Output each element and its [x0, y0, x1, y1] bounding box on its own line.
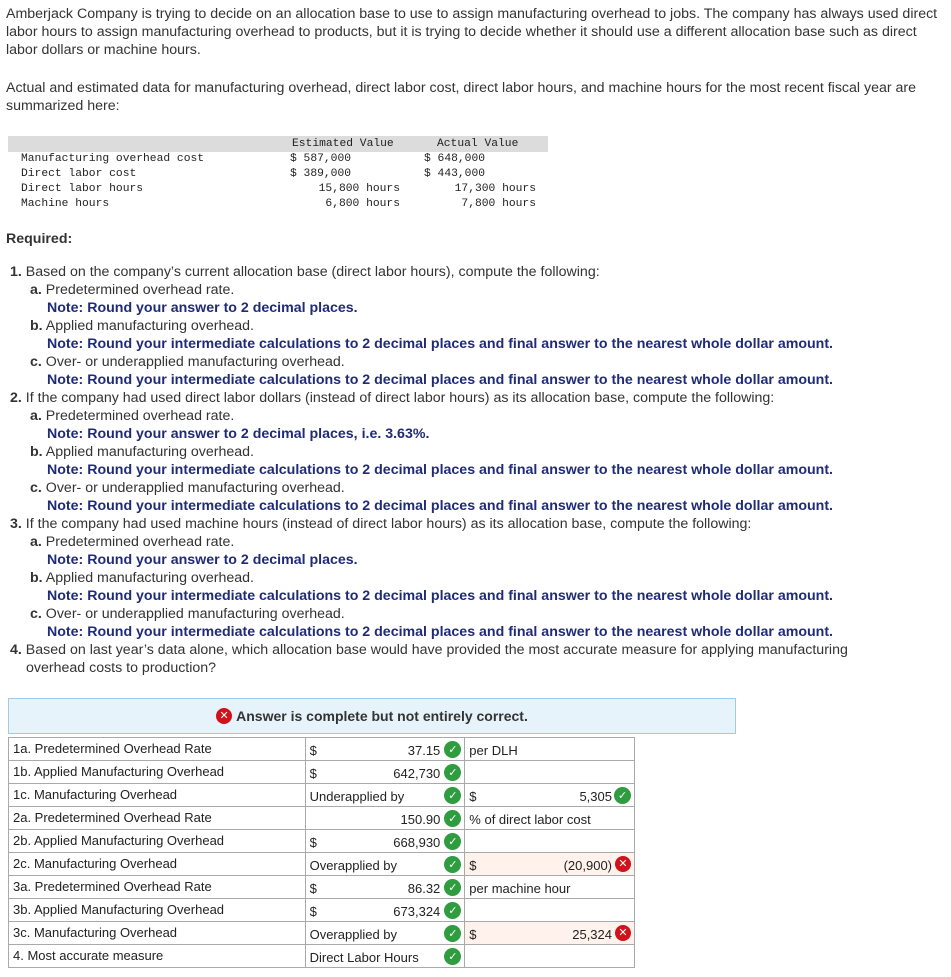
- estimated-cell: 15,800 hours: [318, 183, 400, 195]
- question-number: c.: [30, 606, 42, 622]
- note-2a: Note: Round your answer to 2 decimal places, i.e. 3.63%.: [47, 426, 430, 442]
- question-number: 1.: [10, 264, 22, 280]
- row-label: 2b. Applied Manufacturing Overhead: [9, 830, 306, 853]
- question-4-continued: overhead costs to production?: [26, 660, 217, 676]
- note-1b: Note: Round your intermediate calculations to 2 decimal places and final answer to the nearest whole dollar amount.: [47, 336, 833, 352]
- choice-value: Underapplied by: [309, 789, 405, 804]
- data-table-header: [8, 136, 548, 152]
- answer-value: 5,305: [579, 789, 612, 804]
- table-row: [9, 807, 635, 830]
- question-1a: [30, 281, 234, 299]
- answer-status-text: Answer is complete but not entirely correct.: [236, 708, 528, 724]
- table-row: [9, 761, 635, 784]
- row-label: Direct labor cost: [21, 168, 137, 180]
- dollar-sign: $: [469, 927, 477, 942]
- estimated-cell: $ 389,000: [290, 168, 352, 180]
- table-row: [9, 738, 635, 761]
- empty-cell: [465, 899, 635, 922]
- correct-check-icon: ✓: [444, 810, 461, 827]
- note-2c: Note: Round your intermediate calculations to 2 decimal places and final answer to the nearest whole dollar amount.: [47, 498, 833, 514]
- table-row: [9, 899, 635, 922]
- incorrect-x-icon: ✕: [615, 925, 631, 941]
- unit-cell: [465, 738, 635, 761]
- correct-check-icon: ✓: [444, 856, 461, 873]
- header-actual-value: Actual Value: [437, 138, 519, 150]
- dollar-sign: $: [309, 904, 317, 919]
- note-2b: Note: Round your intermediate calculations to 2 decimal places and final answer to the nearest whole dollar amount.: [47, 462, 833, 478]
- answer-cell[interactable]: [305, 899, 465, 922]
- row-label: 3c. Manufacturing Overhead: [9, 922, 306, 945]
- question-text: Based on last year’s data alone, which allocation base would have provided the most accurate measure for applying manufacturing: [25, 642, 848, 658]
- question-2c: [30, 479, 345, 497]
- question-text: Over- or underapplied manufacturing overhead.: [45, 480, 345, 496]
- answer-status-banner: [8, 698, 736, 734]
- question-number: a.: [30, 408, 42, 424]
- row-label: 2a. Predetermined Overhead Rate: [9, 807, 306, 830]
- unit-cell: [465, 876, 635, 899]
- table-row: [8, 167, 548, 182]
- question-2: [10, 389, 774, 407]
- correct-check-icon: ✓: [444, 787, 461, 804]
- choice-value: Direct Labor Hours: [309, 950, 419, 965]
- unit-label: per machine hour: [469, 881, 571, 896]
- actual-cell: $ 443,000: [424, 168, 486, 180]
- estimated-cell: 6,800 hours: [325, 198, 400, 210]
- question-text: Predetermined overhead rate.: [45, 534, 235, 550]
- empty-cell: [465, 830, 635, 853]
- answer-cell[interactable]: [465, 784, 635, 807]
- note-3b: Note: Round your intermediate calculations to 2 decimal places and final answer to the nearest whole dollar amount.: [47, 588, 833, 604]
- dollar-sign: $: [469, 789, 477, 804]
- row-label: Machine hours: [21, 198, 110, 210]
- answer-cell[interactable]: [305, 761, 465, 784]
- correct-check-icon: ✓: [444, 925, 461, 942]
- table-row: [8, 152, 548, 167]
- answer-value: (20,900): [563, 858, 612, 873]
- dollar-sign: $: [309, 835, 317, 850]
- answer-value: 150.90: [400, 812, 441, 827]
- row-label: 1b. Applied Manufacturing Overhead: [9, 761, 306, 784]
- note-1c: Note: Round your intermediate calculations to 2 decimal places and final answer to the nearest whole dollar amount.: [47, 372, 833, 388]
- choice-dropdown[interactable]: [305, 922, 465, 945]
- question-text: Over- or underapplied manufacturing overhead.: [45, 606, 345, 622]
- question-2a: [30, 407, 234, 425]
- question-1b: [30, 317, 254, 335]
- row-label: Manufacturing overhead cost: [21, 153, 205, 165]
- answer-cell[interactable]: [305, 876, 465, 899]
- dollar-sign: $: [309, 743, 317, 758]
- row-label: 3a. Predetermined Overhead Rate: [9, 876, 306, 899]
- intro-paragraph-2: Actual and estimated data for manufacturing overhead, direct labor cost, direct labor hours, and machine hours for the most recent fiscal year are summarized here:: [6, 80, 917, 114]
- question-text: Applied manufacturing overhead.: [45, 444, 255, 460]
- required-heading: Required:: [6, 231, 73, 247]
- question-text: Based on the company’s current allocation base (direct labor hours), compute the following:: [25, 264, 600, 280]
- table-row: [8, 182, 548, 197]
- note-1a: Note: Round your answer to 2 decimal places.: [47, 300, 358, 316]
- incorrect-x-icon: ✕: [615, 856, 631, 872]
- table-row: [8, 197, 548, 212]
- row-label: 4. Most accurate measure: [9, 945, 306, 968]
- question-text: Applied manufacturing overhead.: [45, 570, 255, 586]
- choice-value: Overapplied by: [309, 858, 398, 873]
- unit-cell: [465, 807, 635, 830]
- answer-value: 37.15: [407, 743, 441, 758]
- question-number: c.: [30, 354, 42, 370]
- row-label: 1a. Predetermined Overhead Rate: [9, 738, 306, 761]
- question-1: [10, 263, 600, 281]
- question-number: b.: [30, 444, 43, 460]
- question-3a: [30, 533, 234, 551]
- question-3c: [30, 605, 345, 623]
- question-4: [10, 641, 848, 659]
- dollar-sign: $: [309, 766, 317, 781]
- choice-dropdown[interactable]: [305, 784, 465, 807]
- question-number: b.: [30, 318, 43, 334]
- question-number: c.: [30, 480, 42, 496]
- row-label: 3b. Applied Manufacturing Overhead: [9, 899, 306, 922]
- question-3b: [30, 569, 254, 587]
- table-row: [9, 922, 635, 945]
- estimated-cell: $ 587,000: [290, 153, 352, 165]
- empty-cell: [465, 945, 635, 968]
- unit-label: per DLH: [469, 743, 518, 758]
- question-number: a.: [30, 282, 42, 298]
- question-number: a.: [30, 534, 42, 550]
- intro-paragraph: Amberjack Company is trying to decide on an allocation base to use to assign manufacturing overhead to jobs. The company has always used direct labor hours to assign manufacturing overhead to products, but it is trying to decide whether it should use a different allocation base such as direct labor dollars or machine hours.: [6, 6, 938, 58]
- table-row: [9, 830, 635, 853]
- answer-value: 673,324: [393, 904, 441, 919]
- table-row: [9, 853, 635, 876]
- question-number: 3.: [10, 516, 22, 532]
- correct-check-icon: ✓: [444, 948, 461, 965]
- answer-cell[interactable]: [465, 853, 635, 876]
- row-label: 1c. Manufacturing Overhead: [9, 784, 306, 807]
- note-3a: Note: Round your answer to 2 decimal places.: [47, 552, 358, 568]
- actual-cell: 7,800 hours: [461, 198, 536, 210]
- row-label: Direct labor hours: [21, 183, 144, 195]
- answer-cell[interactable]: [305, 807, 465, 830]
- choice-value: Overapplied by: [309, 927, 398, 942]
- header-estimated-value: Estimated Value: [292, 138, 394, 150]
- question-1c: [30, 353, 345, 371]
- table-row: [9, 784, 635, 807]
- question-text: If the company had used machine hours (instead of direct labor hours) as its allocation base, compute the following:: [25, 516, 752, 532]
- question-text: Predetermined overhead rate.: [45, 282, 235, 298]
- dollar-sign: $: [469, 858, 477, 873]
- correct-check-icon: ✓: [614, 787, 631, 804]
- actual-cell: $ 648,000: [424, 153, 486, 165]
- note-3c: Note: Round your intermediate calculations to 2 decimal places and final answer to the nearest whole dollar amount.: [47, 624, 833, 640]
- correct-check-icon: ✓: [444, 902, 461, 919]
- question-text: Applied manufacturing overhead.: [45, 318, 255, 334]
- correct-check-icon: ✓: [444, 764, 461, 781]
- answer-table: [8, 737, 635, 968]
- choice-dropdown[interactable]: [305, 853, 465, 876]
- row-label: 2c. Manufacturing Overhead: [9, 853, 306, 876]
- table-row: [9, 945, 635, 968]
- correct-check-icon: ✓: [444, 741, 461, 758]
- question-number: b.: [30, 570, 43, 586]
- table-row: [9, 876, 635, 899]
- answer-value: 642,730: [393, 766, 441, 781]
- answer-cell[interactable]: [465, 922, 635, 945]
- question-text: Predetermined overhead rate.: [45, 408, 235, 424]
- question-2b: [30, 443, 254, 461]
- question-3: [10, 515, 751, 533]
- answer-cell[interactable]: [305, 830, 465, 853]
- empty-cell: [465, 761, 635, 784]
- answer-value: 25,324: [572, 927, 612, 942]
- answer-value: 668,930: [393, 835, 441, 850]
- question-text: Over- or underapplied manufacturing overhead.: [45, 354, 345, 370]
- answer-cell[interactable]: [305, 738, 465, 761]
- question-number: 4.: [10, 642, 22, 658]
- answer-value: 86.32: [407, 881, 441, 896]
- actual-cell: 17,300 hours: [454, 183, 536, 195]
- dollar-sign: $: [309, 881, 317, 896]
- question-text: If the company had used direct labor dollars (instead of direct labor hours) as its allocation base, compute the following:: [25, 390, 775, 406]
- correct-check-icon: ✓: [444, 833, 461, 850]
- incorrect-x-icon: ✕: [216, 708, 232, 724]
- unit-label: % of direct labor cost: [469, 812, 591, 827]
- correct-check-icon: ✓: [444, 879, 461, 896]
- question-number: 2.: [10, 390, 22, 406]
- choice-dropdown[interactable]: [305, 945, 465, 968]
